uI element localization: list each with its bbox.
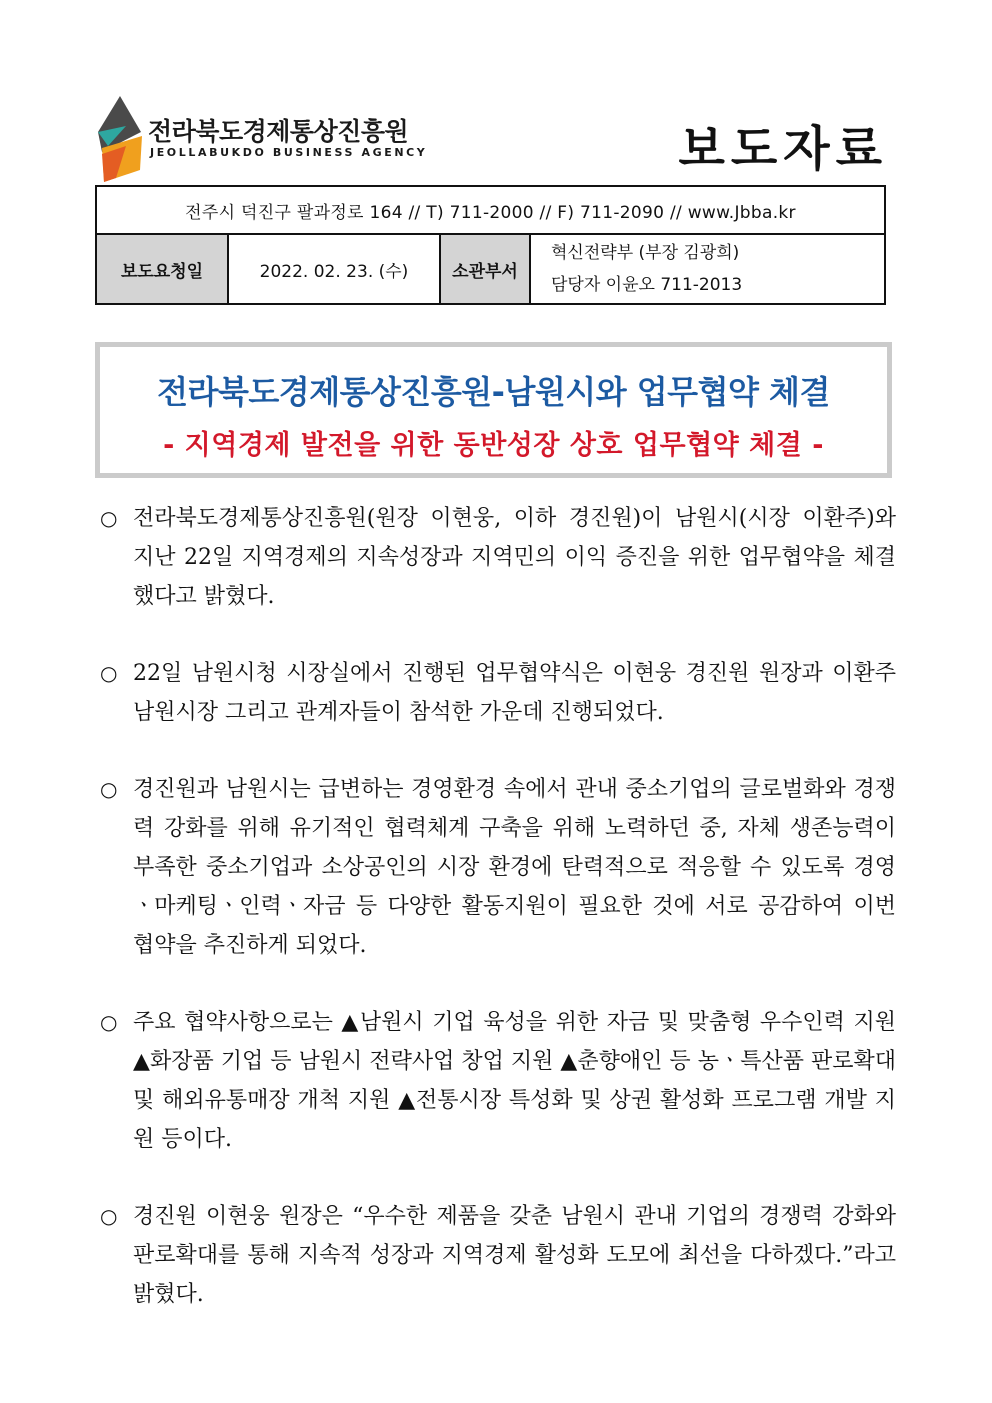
paragraph: [100, 1197, 896, 1314]
headline-title: 전라북도경제통상진흥원-남원시와 업무협약 체결: [157, 373, 830, 411]
bullet-circle-icon: ○: [100, 777, 118, 801]
paragraph: [100, 770, 896, 965]
headline-box: [95, 342, 892, 478]
paragraph-text: 주요 협약사항으로는 ▲남원시 기업 육성을 위한 자금 및 맞춤형 우수인력 지원 ▲화장품 기업 등 남원시 전략사업 창업 지원 ▲춘향애인 등 농ㆍ특산품 판로확대 및 해외유통매장 개척 지원 ▲전통시장 특성화 및 상권 활성화 프로그램 개발 지원 등이다.: [133, 1010, 896, 1152]
bullet-circle-icon: ○: [100, 1010, 118, 1034]
request-date-value: 2022. 02. 23. (수): [228, 234, 440, 304]
bullet-circle-icon: ○: [100, 1204, 118, 1228]
bullet-circle-icon: ○: [100, 506, 118, 530]
org-name-english: JEOLLABUKDO BUSINESS AGENCY: [150, 146, 428, 159]
request-date-label: 보도요청일: [96, 234, 228, 304]
paragraph: [100, 499, 896, 616]
logo-mark-icon: [96, 96, 146, 182]
document-type-title: 보도자료: [678, 121, 888, 177]
meta-row: [96, 234, 885, 304]
paragraph-text: 경진원과 남원시는 급변하는 경영환경 속에서 관내 중소기업의 글로벌화와 경쟁력 강화를 위해 유기적인 협력체계 구축을 위해 노력하던 중, 자체 생존능력이 부족한 중소기업과 소상공인의 시장 환경에 탄력적으로 적응할 수 있도록 경영ㆍ마케팅ㆍ인력ㆍ자금 등 다양한 활동지원이 필요한 것에 서로 공감하여 이번 협약을 추진하게 되었다.: [133, 777, 896, 958]
press-info-table: [95, 185, 886, 305]
address-row: [96, 186, 885, 234]
paragraph-text: 22일 남원시청 시장실에서 진행된 업무협약식은 이현웅 경진원 원장과 이환주 남원시장 그리고 관계자들이 참석한 가운데 진행되었다.: [133, 661, 896, 725]
department-info: [530, 234, 885, 304]
org-name-korean: 전라북도경제통상진흥원: [148, 117, 409, 146]
article-body: [100, 499, 896, 1352]
paragraph: [100, 1003, 896, 1159]
paragraph: [100, 654, 896, 732]
department-label: 소관부서: [440, 234, 530, 304]
org-logo: [96, 96, 428, 182]
paragraph-text: 경진원 이현웅 원장은 “우수한 제품을 갖춘 남원시 관내 기업의 경쟁력 강화와 판로확대를 통해 지속적 성장과 지역경제 활성화 도모에 최선을 다하겠다.”라고 밝혔다.: [133, 1204, 896, 1307]
contact-person: 담당자 이윤오 711-2013: [551, 275, 743, 295]
bullet-circle-icon: ○: [100, 661, 118, 685]
headline-subtitle: - 지역경제 발전을 위한 동반성장 상호 업무협약 체결 -: [163, 430, 824, 461]
paragraph-text: 전라북도경제통상진흥원(원장 이현웅, 이하 경진원)이 남원시(시장 이환주)와 지난 22일 지역경제의 지속성장과 지역민의 이익 증진을 위한 업무협약을 체결했다고 밝혔다.: [133, 506, 896, 609]
department-value: 혁신전략부 (부장 김광희): [551, 243, 740, 263]
contact-address: 전주시 덕진구 팔과정로 164 // T) 711-2000 // F) 711-2090 // www.Jbba.kr: [96, 186, 885, 234]
